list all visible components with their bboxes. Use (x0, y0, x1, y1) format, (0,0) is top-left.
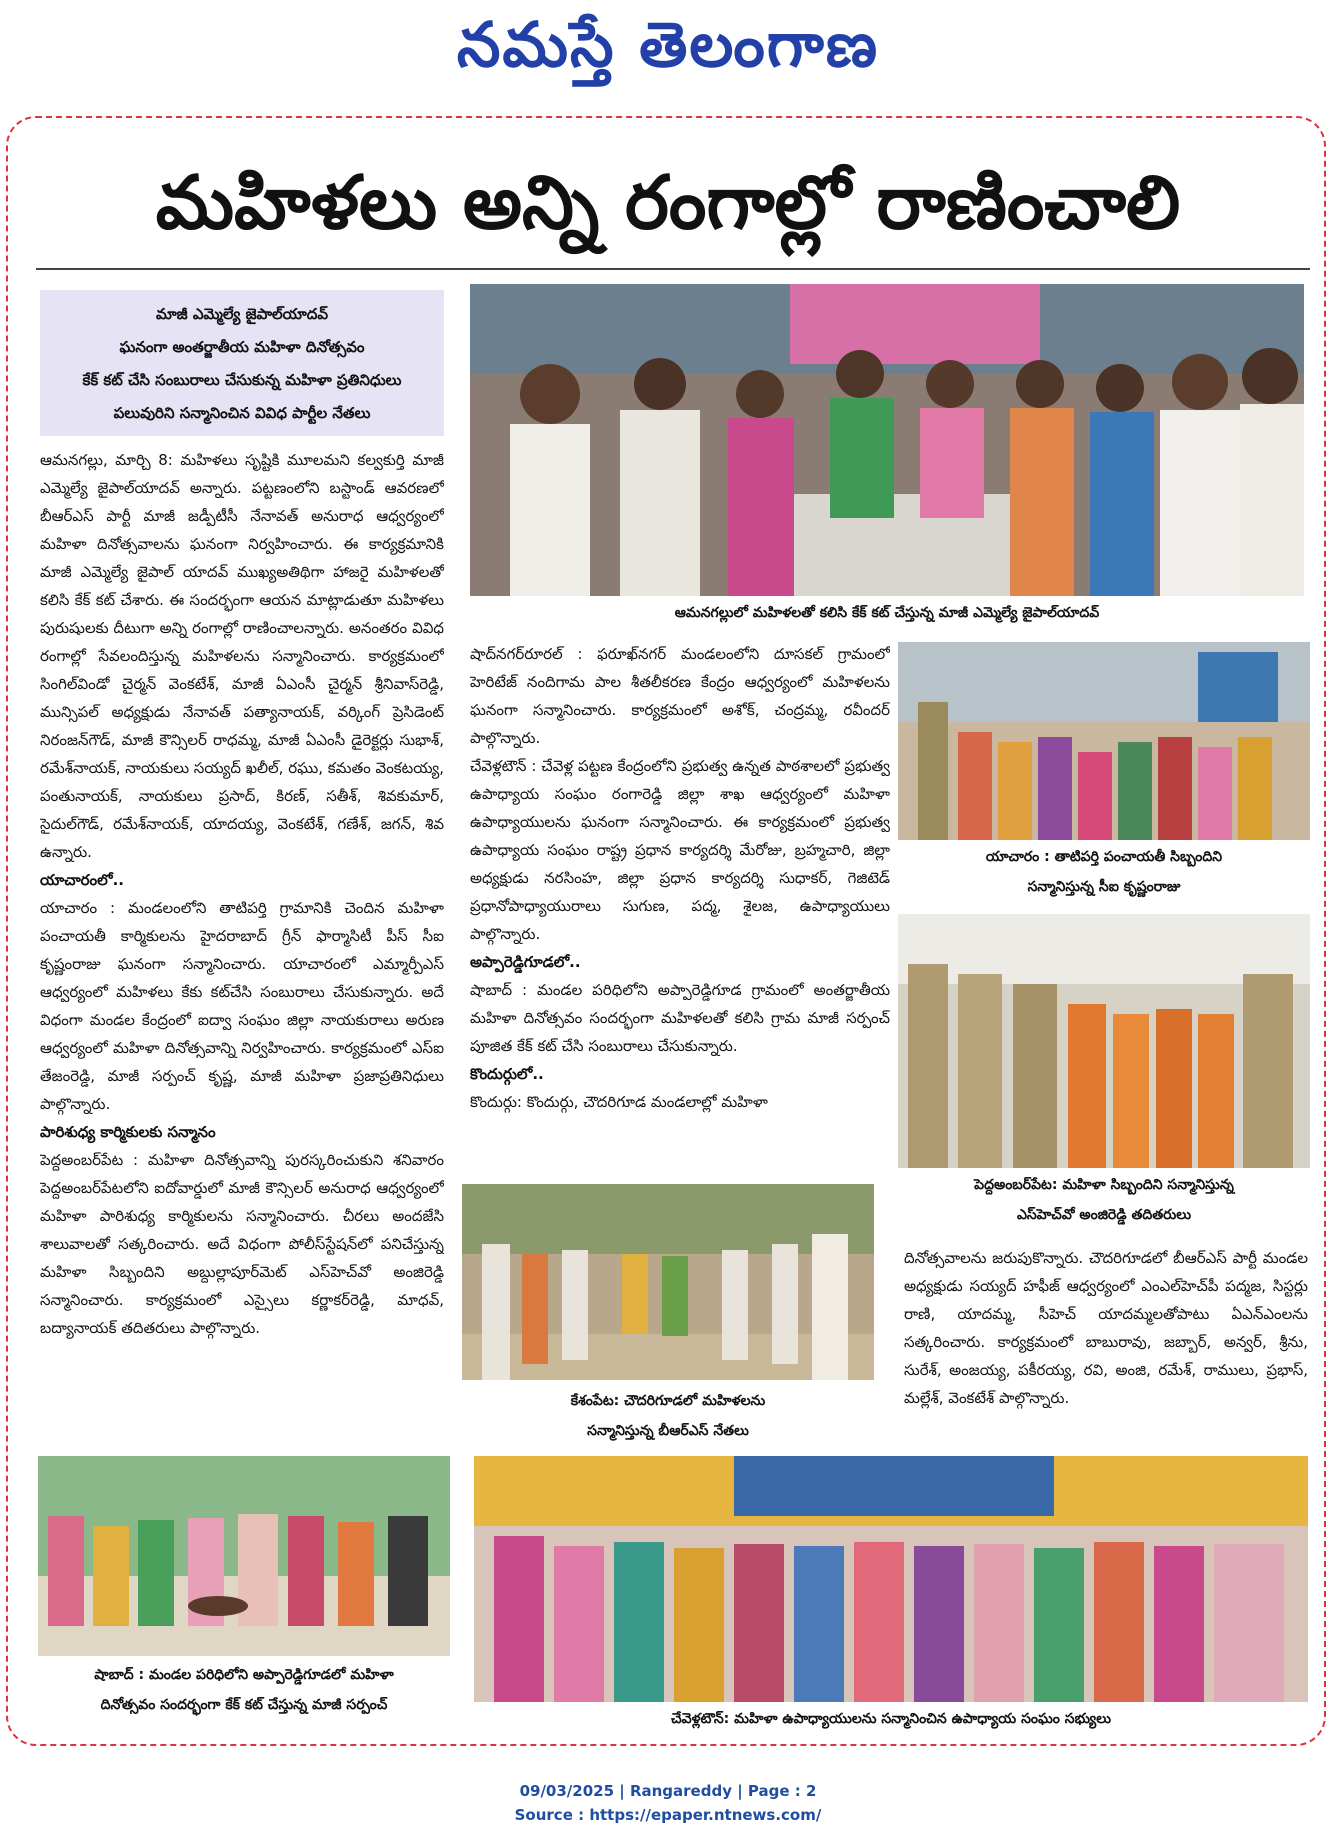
caption-yacharam (898, 842, 1310, 902)
photo-chevella (474, 1456, 1308, 1702)
subheading: పారిశుధ్య కార్మికులకు సన్మానం (40, 1123, 216, 1141)
caption-line: సన్మానిస్తున్న సీఐ కృష్ణంరాజు (1027, 879, 1181, 895)
summary-line: ఘనంగా అంతర్జాతీయ మహిళా దినోత్సవం (119, 338, 365, 356)
caption-keshampet (462, 1386, 874, 1446)
paragraph: కొందుర్గు: కొందుర్గు, చౌదరిగూడ మండలాల్లో మహిళా (470, 1093, 768, 1111)
article-column-1 (40, 446, 444, 1442)
caption-line: పెద్దఅంబర్‌పేట: మహిళా సిబ్బందిని సన్మానిస్తున్న (974, 1177, 1234, 1193)
caption-chevella: చేవెళ్లటౌన్: మహిళా ఉపాధ్యాయులను సన్మానించిన ఉపాధ్యాయ సంఘం సభ్యులు (671, 1711, 1111, 1727)
photo-main (470, 284, 1304, 596)
subheading: కొందుర్గులో.. (470, 1065, 544, 1083)
summary-line: కేక్ కట్ చేసి సంబురాలు చేసుకున్న మహిళా ప్రతినిధులు (82, 371, 402, 389)
article-column-2 (470, 640, 890, 1200)
summary-line: మాజీ ఎమ్మెల్యే జైపాల్‌యాదవ్ (155, 305, 329, 323)
masthead-logo: నమస్తే తెలంగాణ (456, 8, 880, 81)
footer-source: Source : https://epaper.ntnews.com/ (514, 1806, 822, 1824)
headline: మహిళలు అన్ని రంగాల్లో రాణించాలి (155, 160, 1181, 246)
footer-dateline: 09/03/2025 | Rangareddy | Page : 2 (519, 1782, 817, 1800)
summary-line: పలువురిని సన్మానించిన వివిధ పార్టీల నేతలు (113, 404, 371, 422)
paragraph: యాచారం : మండలంలోని తాటిపర్తి గ్రామానికి చెందిన మహిళా పంచాయతీ కార్మికులను హైదరాబాద్ గ్రీన్ ఫార్మాసిటీ పీస్ సీఐ కృష్ణంరాజు ఘనంగా సన్మానించారు. యాచారంలో ఎమ్మార్పీఎస్ ఆధ్వర్యంలో మహిళలు కేకు కట్‌చేసి సంబురాలు చేసుకున్నారు. అదే విధంగా మండల కేంద్రంలో ఐద్వా సంఘం జిల్లా నాయకురాలు అరుణ ఆధ్వర్యంలో మహిళా దినోత్సవాన్ని నిర్వహించారు. కార్యక్రమంలో ఎస్‌ఐ తేజంరెడ్డి, మాజీ సర్పంచ్ కృష్ణ, మాజీ మహిళా ప్రజాప్రతినిధులు పాల్గొన్నారు. (40, 899, 444, 1113)
photo-yacharam (898, 642, 1310, 840)
paragraph: చేవెళ్లటౌన్ : చేవెళ్ల పట్టణ కేంద్రంలోని ప్రభుత్వ ఉన్నత పాఠశాలలో ప్రభుత్వ ఉపాధ్యాయ సంఘం రంగారెడ్డి జిల్లా శాఖ ఆధ్వర్యంలో మహిళా ఉపాధ్యాయులను ఘనంగా సన్మానించారు. ఈ కార్యక్రమంలో ప్రభుత్వ ఉపాధ్యాయ సంఘం రాష్ట్ర ప్రధాన కార్యదర్శి మేరోజు, బ్రహ్మచారి, జిల్లా అధ్యక్షుడు నరసింహ, జిల్లా ప్రధాన కార్యదర్శి సుధాకర్, గెజిటెడ్ ప్రధానోపాధ్యాయురాలు సుగుణ, పద్మ, శైలజ, ఉపాధ్యాయులు పాల్గొన్నారు. (470, 757, 890, 943)
caption-pedda-amberpet (898, 1170, 1310, 1230)
caption-line: దినోత్సవం సందర్భంగా కేక్ కట్ చేస్తున్న మాజీ సర్పంచ్ (100, 1697, 388, 1713)
paragraph: ఆమనగల్లు, మార్చి 8: మహిళలు సృష్టికి మూలమని కల్వకుర్తి మాజీ ఎమ్మెల్యే జైపాల్‌యాదవ్ అన్నారు. పట్టణంలోని బస్టాండ్ ఆవరణలో బీఆర్ఎస్ పార్టీ మాజీ జడ్పీటీసీ నేనావత్ అనురాధ ఆధ్వర్యంలో మహిళా దినోత్సవాలను ఘనంగా నిర్వహించారు. ఈ కార్యక్రమానికి మాజీ ఎమ్మెల్యే జైపాల్ యాదవ్ ముఖ్యఅతిథిగా హాజరై మహిళలతో కలిసి కేక్ కట్ చేశారు. ఈ సందర్భంగా ఆయన మాట్లాడుతూ మహిళలు పురుషులకు దీటుగా అన్ని రంగాల్లో రాణించాలన్నారు. అనంతరం వివిధ రంగాల్లో సేవలందిస్తున్న మహిళలను సన్మానించారు. కార్యక్రమంలో సింగిల్‌విండో చైర్మన్ వెంకటేశ్, మాజీ ఏఎంసీ చైర్మన్ శ్రీనివాస్‌రెడ్డి, మున్సిపల్ అధ్యక్షుడు నేనావత్ పత్యానాయక్, వర్కింగ్ ప్రెసిడెంట్ నిరంజన్‌గౌడ్, మాజీ కౌన్సిలర్ రాధమ్మ, మాజీ ఏఎంసీ డైరెక్టర్లు సుభాశ్, రమేశ్‌నాయక్, నాయకులు సయ్యద్ ఖలీల్, రఘు, కమతం వెంకటయ్య, పంతునాయక్, నాయకులు ప్రసాద్, కిరణ్, సతీశ్, శివకుమార్, సైదుల్‌గౌడ్, రమేశ్‌నాయక్, యాదయ్య, వెంకటేశ్, గణేశ్, జగన్, శివ ఉన్నారు. (40, 451, 444, 861)
caption-line: ఎస్‌హెచ్‌వో అంజిరెడ్డి తదితరులు (1016, 1207, 1192, 1223)
photo-pedda-amberpet (898, 914, 1310, 1168)
photo-keshampet (462, 1184, 874, 1380)
group-photo-icon (898, 642, 1310, 840)
paragraph: షాబాద్ : మండల పరిధిలోని అప్పారెడ్డిగూడ గ్రామంలో అంతర్జాతీయ మహిళా దినోత్సవం సందర్భంగా మహిళలతో కలిసి గ్రామ మాజీ సర్పంచ్ పూజిత కేక్ కట్ చేసి సంబురాలు చేసుకున్నారు. (470, 981, 890, 1055)
police-group-photo-icon (898, 914, 1310, 1168)
caption-line: సన్మానిస్తున్న బీఆర్ఎస్ నేతలు (587, 1423, 749, 1439)
caption-line: కేశంపేట: చౌదరిగూడలో మహిళలను (570, 1393, 766, 1409)
caption-shabad (38, 1660, 450, 1720)
crowd-photo-icon (470, 284, 1304, 596)
photo-shabad (38, 1456, 450, 1656)
subheading: యాచారంలో.. (40, 871, 124, 889)
paragraph: షాద్‌నగర్‌రూరల్ : ఫరూఖ్‌నగర్ మండలంలోని దూసకల్ గ్రామంలో హెరిటేజ్ నందిగామ పాల శీతలీకరణ కేంద్రం ఆధ్వర్యంలో మహిళలను ఘనంగా సన్మానించారు. కార్యక్రమంలో అశోక్, చంద్రమ్మ, రవీందర్ పాల్గొన్నారు. (470, 645, 890, 747)
summary-box (40, 290, 444, 436)
article-column-3 (904, 1244, 1308, 1444)
caption-main: ఆమనగల్లులో మహిళలతో కలిసి కేక్ కట్ చేస్తున్న మాజీ ఎమ్మెల్యే జైపాల్‌యాదవ్ (674, 605, 1100, 621)
caption-line: షాబాద్ : మండల పరిధిలోని అప్పారెడ్డిగూడలో మహిళా (94, 1667, 394, 1683)
cake-cutting-photo-icon (38, 1456, 450, 1656)
caption-line: యాచారం : తాటిపర్తి పంచాయతీ సిబ్బందిని (985, 849, 1223, 865)
village-group-photo-icon (462, 1184, 874, 1380)
paragraph: పెద్దఅంబర్‌పేట : మహిళా దినోత్సవాన్ని పురస్కరించుకుని శనివారం పెద్దఅంబర్‌పేటలోని ఐదోవార్డులో మాజీ కౌన్సిలర్ అనురాధ ఆధ్వర్యంలో మహిళా పారిశుధ్య కార్మికులను సన్మానించారు. చీరలు అందజేసి శాలువాలతో సత్కరించారు. అదే విధంగా పోలీస్‌స్టేషన్‌లో పనిచేస్తున్న మహిళా సిబ్బందిని అబ్దుల్లాపూర్‌మెట్ ఎస్‌హెచ్‌వో అంజిరెడ్డి సన్మానించారు. కార్యక్రమంలో ఎస్సైలు కర్ణాకర్‌రెడ్డి, మాధవ్, బద్యానాయక్ తదితరులు పాల్గొన్నారు. (40, 1151, 444, 1337)
teachers-group-photo-icon (474, 1456, 1308, 1702)
headline-rule (36, 268, 1310, 270)
subheading: అప్పారెడ్డిగూడలో.. (470, 953, 581, 971)
paragraph: దినోత్సవాలను జరుపుకొన్నారు. చౌదరిగూడలో బీఆర్ఎస్ పార్టీ మండల అధ్యక్షుడు సయ్యద్ హఫీజ్ ఆధ్వర్యంలో ఎంఎల్‌హెచ్‌పీ పద్మజ, సిస్టర్లు రాణి, యాదమ్మ, సీహెచ్ యాదమ్మలతోపాటు ఏఎన్ఎంలను సత్కరించారు. కార్యక్రమంలో బాబురావు, జబ్బార్, అన్వర్, శ్రీను, సురేశ్, అంజయ్య, పకీరయ్య, రవి, అంజి, రమేశ్, రాములు, ప్రభాస్, మల్లేశ్, వెంకటేశ్ పాల్గొన్నారు. (904, 1249, 1308, 1407)
